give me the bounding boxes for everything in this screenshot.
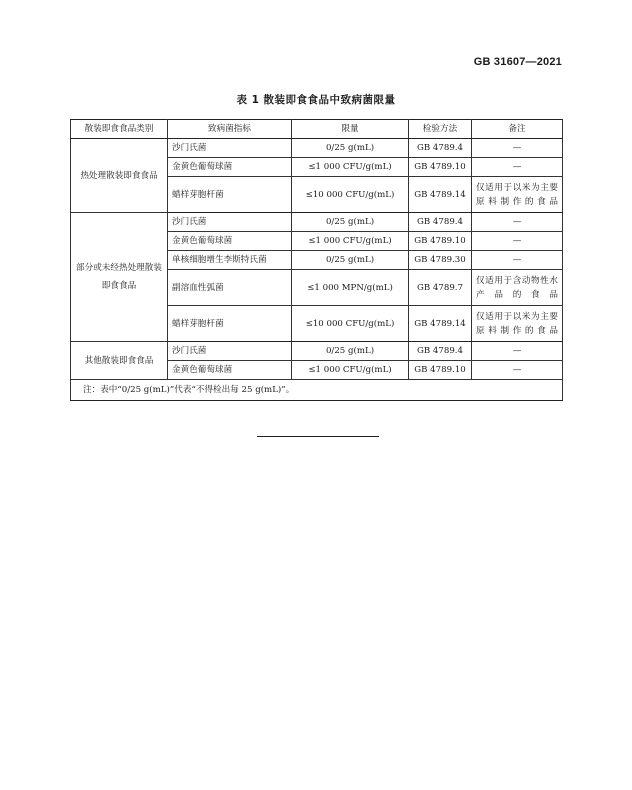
pathogen-limits-table [70, 119, 563, 401]
method-cell: GB 4789.10 [409, 232, 472, 251]
category-cell: 其他散装即食食品 [71, 342, 168, 380]
pathogen-cell: 金黄色葡萄球菌 [168, 232, 292, 251]
standard-number: GB 31607—2021 [473, 56, 562, 68]
limit-cell: ≤1 000 MPN/g(mL) [292, 270, 409, 306]
limit-cell: ≤10 000 CFU/g(mL) [292, 306, 409, 342]
method-cell: GB 4789.4 [409, 213, 472, 232]
col-header-method: 检验方法 [409, 120, 472, 139]
remark-cell: — [472, 251, 563, 270]
pathogen-cell: 沙门氏菌 [168, 139, 292, 158]
limit-cell: ≤10 000 CFU/g(mL) [292, 177, 409, 213]
method-cell: GB 4789.14 [409, 306, 472, 342]
method-cell: GB 4789.10 [409, 158, 472, 177]
limit-cell: 0/25 g(mL) [292, 251, 409, 270]
remark-cell: 仅适用于以米为主要原料制作的食品 [472, 306, 563, 342]
table-row [71, 139, 563, 158]
col-header-pathogen: 致病菌指标 [168, 120, 292, 139]
table-row [71, 342, 563, 361]
limit-cell: ≤1 000 CFU/g(mL) [292, 158, 409, 177]
limit-cell: 0/25 g(mL) [292, 213, 409, 232]
category-cell: 部分或未经热处理散装即食食品 [71, 213, 168, 342]
table-note-row [71, 380, 563, 401]
pathogen-cell: 蜡样芽胞杆菌 [168, 177, 292, 213]
method-cell: GB 4789.10 [409, 361, 472, 380]
table-note: 注：表中“0/25 g(mL)”代表“不得检出每 25 g(mL)”。 [71, 380, 563, 401]
remark-cell: 仅适用于含动物性水产品的食品 [472, 270, 563, 306]
remark-cell: — [472, 232, 563, 251]
pathogen-cell: 金黄色葡萄球菌 [168, 361, 292, 380]
limit-cell: ≤1 000 CFU/g(mL) [292, 232, 409, 251]
method-cell: GB 4789.14 [409, 177, 472, 213]
table-row [71, 213, 563, 232]
method-cell: GB 4789.30 [409, 251, 472, 270]
table-title: 表 1 散装即食食品中致病菌限量 [236, 94, 396, 106]
pathogen-cell: 蜡样芽胞杆菌 [168, 306, 292, 342]
limit-cell: 0/25 g(mL) [292, 139, 409, 158]
table-header-row [71, 120, 563, 139]
method-cell: GB 4789.7 [409, 270, 472, 306]
col-header-category: 散装即食食品类别 [71, 120, 168, 139]
limit-cell: 0/25 g(mL) [292, 342, 409, 361]
remark-cell: — [472, 213, 563, 232]
remark-cell: — [472, 139, 563, 158]
limit-cell: ≤1 000 CFU/g(mL) [292, 361, 409, 380]
method-cell: GB 4789.4 [409, 139, 472, 158]
category-cell: 热处理散装即食食品 [71, 139, 168, 213]
col-header-remark: 备注 [472, 120, 563, 139]
pathogen-cell: 沙门氏菌 [168, 213, 292, 232]
pathogen-cell: 沙门氏菌 [168, 342, 292, 361]
remark-cell: — [472, 158, 563, 177]
remark-cell: — [472, 342, 563, 361]
pathogen-cell: 金黄色葡萄球菌 [168, 158, 292, 177]
method-cell: GB 4789.4 [409, 342, 472, 361]
pathogen-cell: 副溶血性弧菌 [168, 270, 292, 306]
col-header-limit: 限量 [292, 120, 409, 139]
remark-cell: — [472, 361, 563, 380]
remark-cell: 仅适用于以米为主要原料制作的食品 [472, 177, 563, 213]
end-rule [257, 436, 379, 437]
pathogen-cell: 单核细胞增生李斯特氏菌 [168, 251, 292, 270]
